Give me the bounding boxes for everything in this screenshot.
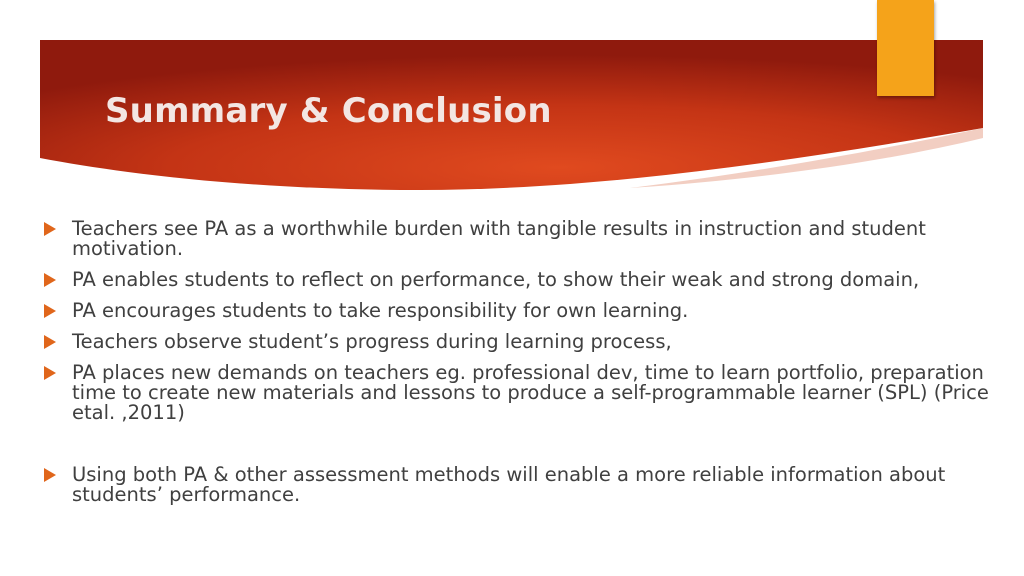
bullet-item bbox=[44, 301, 1004, 321]
bullet-arrow-icon bbox=[44, 273, 56, 287]
bullet-text: Teachers see PA as a worthwhile burden with tangible results in instruction and student motivation. bbox=[72, 217, 926, 260]
bullet-arrow-icon bbox=[44, 304, 56, 318]
bullet-item bbox=[44, 332, 1004, 352]
bullet-item bbox=[44, 219, 1004, 259]
bullet-arrow-icon bbox=[44, 468, 56, 482]
bullet-arrow-icon bbox=[44, 335, 56, 349]
bullet-item bbox=[44, 465, 1004, 505]
bookmark-tab bbox=[877, 0, 934, 96]
bullet-text: PA encourages students to take responsibility for own learning. bbox=[72, 299, 689, 322]
bullet-arrow-icon bbox=[44, 366, 56, 380]
bullet-text: Teachers observe student’s progress during learning process, bbox=[72, 330, 672, 353]
bullet-list bbox=[44, 219, 1004, 516]
bullet-item bbox=[44, 363, 1004, 423]
bullet-arrow-icon bbox=[44, 222, 56, 236]
bullet-item bbox=[44, 270, 1004, 290]
bullet-text: PA places new demands on teachers eg. professional dev, time to learn portfolio, preparation time to create new materials and lessons to produce a self-programmable learner (SPL) (Price etal. ,2011) bbox=[72, 361, 989, 424]
bullet-text: PA enables students to reflect on performance, to show their weak and strong domain, bbox=[72, 268, 920, 291]
slide-title: Summary & Conclusion bbox=[105, 91, 552, 131]
bullet-text: Using both PA & other assessment methods will enable a more reliable information about students’ performance. bbox=[72, 463, 946, 506]
